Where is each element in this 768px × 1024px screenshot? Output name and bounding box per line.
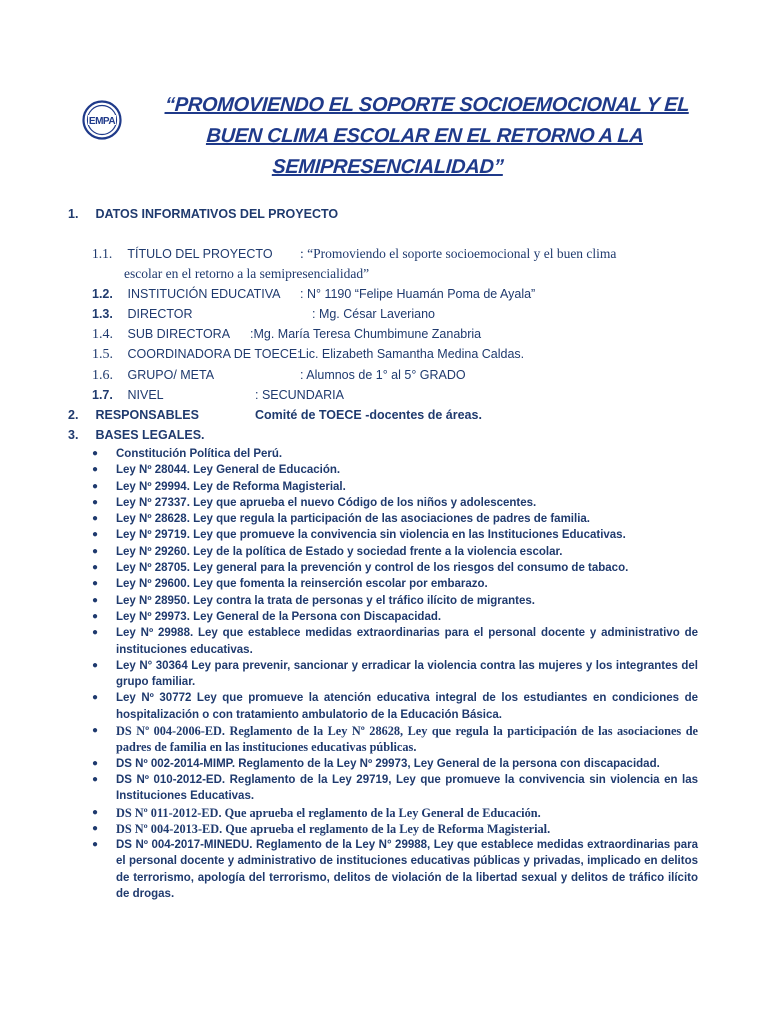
section-2-number: 2.: [68, 408, 79, 422]
bullet-icon: ●: [92, 448, 99, 459]
info-value-continuation: escolar en el retorno a la semipresencialidad”: [124, 266, 370, 281]
legal-basis-item: [92, 544, 698, 560]
legal-basis-item: [92, 479, 698, 495]
legal-basis-text: DS Nº 002-2014-MIMP. Reglamento de la Ley Nº 29973, Ley General de la persona con discapacidad.: [116, 757, 660, 770]
legal-basis-text: DS Nº 004-2013-ED. Que aprueba el reglamento de la Ley de Reforma Magisterial.: [116, 821, 551, 836]
legal-basis-text: DS Nº 011-2012-ED. Que aprueba el reglamento de la Ley General de Educación.: [116, 805, 541, 820]
bullet-icon: ●: [92, 610, 99, 622]
bullet-icon: ●: [92, 839, 99, 851]
legal-basis-text: DS Nº 004-2017-MINEDU. Reglamento de la Ley N° 29988, Ley que establece medidas extraordinarias para el personal docente y administrativo de instituciones educativas públicas y privadas, implicado en delitos de terrorismo, apología del terrorismo, delitos de violación de la libertad sexual y delitos de tráfico ilícito de drogas.: [116, 839, 698, 901]
legal-basis-text: Constitución Política del Perú.: [116, 448, 283, 460]
legal-bases-list: [92, 446, 698, 902]
legal-basis-item: [92, 690, 698, 723]
legal-basis-item: [92, 723, 698, 756]
legal-basis-text: Ley Nº 29988. Ley que establece medidas extraordinarias para el personal docente y administrativo de instituciones educativas.: [116, 627, 698, 656]
section-2-heading: [68, 408, 708, 422]
legal-basis-item: [92, 495, 698, 511]
bullet-icon: ●: [92, 659, 99, 671]
info-label: DIRECTOR: [127, 307, 193, 321]
info-label: SUB DIRECTORA: [127, 327, 231, 341]
title-line-1: “PROMOVIENDO EL SOPORTE SOCIOEMOCIONAL Y EL: [164, 94, 691, 116]
bullet-icon: ●: [92, 627, 99, 639]
info-label: TÍTULO DEL PROYECTO: [127, 247, 273, 261]
legal-basis-item: [92, 609, 698, 625]
legal-basis-item: [92, 576, 698, 592]
section-3-label: BASES LEGALES.: [95, 428, 205, 442]
school-logo-seal: [82, 100, 122, 140]
legal-basis-item: [92, 511, 698, 527]
info-row-1-1-continuation: [124, 266, 744, 282]
legal-basis-text: Ley Nº 29994. Ley de Reforma Magisterial.: [116, 480, 346, 493]
bullet-icon: ●: [92, 692, 99, 704]
info-label: COORDINADORA DE TOECE:: [127, 347, 301, 361]
legal-basis-text: DS Nº 010-2012-ED. Reglamento de la Ley 29719, Ley que promueve la convivencia sin violencia en las Instituciones Educativas.: [116, 773, 698, 803]
info-number: 1.1.: [92, 246, 113, 261]
legal-basis-text: Ley Nº 28705. Ley general para la prevención y control de los riesgos del consumo de tabaco.: [116, 562, 629, 575]
info-value: : Alumnos de 1° al 5° GRADO: [300, 368, 466, 382]
legal-basis-text: Ley Nº 29973. Ley General de la Persona con Discapacidad.: [116, 610, 442, 623]
section-1-number: 1.: [68, 207, 79, 221]
legal-basis-item: [92, 658, 698, 691]
section-2-label: RESPONSABLES: [95, 408, 199, 422]
bullet-icon: ●: [92, 594, 99, 606]
info-number: 1.7.: [92, 388, 113, 402]
legal-basis-text: Ley Nº 29719. Ley que promueve la convivencia sin violencia en las Instituciones Educativas.: [116, 529, 626, 542]
legal-basis-item: [92, 462, 698, 478]
legal-basis-text: Ley Nº 29600. Ley que fomenta la reinserción escolar por embarazo.: [116, 578, 488, 591]
info-number: 1.2.: [92, 287, 113, 301]
bullet-icon: ●: [92, 822, 99, 834]
section-3-number: 3.: [68, 428, 79, 442]
info-value: : “Promoviendo el soporte socioemocional y el buen clima: [300, 246, 617, 261]
bullet-icon: ●: [92, 725, 99, 737]
legal-basis-item: [92, 772, 698, 805]
legal-basis-item: [92, 821, 698, 837]
info-value: Lic. Elizabeth Samantha Medina Caldas.: [299, 347, 525, 361]
info-row-1-7: [92, 388, 712, 402]
section-2-value: Comité de TOECE -docentes de áreas.: [255, 408, 482, 422]
section-1-heading: [68, 207, 338, 221]
legal-basis-item: [92, 625, 698, 658]
info-row-1-3: [92, 307, 712, 321]
title-line-3: SEMIPRESENCIALIDAD”: [271, 156, 505, 178]
info-row-1-6: [92, 368, 712, 384]
bullet-icon: ●: [92, 496, 99, 508]
info-label: GRUPO/ META: [127, 368, 215, 382]
legal-basis-item: [92, 837, 698, 902]
section-1-label: DATOS INFORMATIVOS DEL PROYECTO: [95, 207, 339, 221]
info-number: 1.4.: [92, 327, 113, 342]
legal-basis-text: DS Nº 004-2006-ED. Reglamento de la Ley Nº 28628, Ley que regula la participación de las asociaciones de padres de familia en las instituciones educativas públicas.: [116, 724, 698, 755]
info-row-1-4: [92, 327, 712, 343]
info-row-1-5: [92, 347, 712, 363]
info-value: : N° 1190 “Felipe Huamán Poma de Ayala”: [300, 287, 536, 301]
legal-basis-text: Ley Nº 28628. Ley que regula la participación de las asociaciones de padres de familia.: [116, 513, 590, 526]
legal-basis-item: [92, 560, 698, 576]
info-number: 1.3.: [92, 307, 113, 321]
info-row-1-1: [92, 246, 712, 262]
bullet-icon: ●: [92, 578, 99, 590]
legal-basis-text: Ley Nº 30772 Ley que promueve la atención educativa integral de los estudiantes en condiciones de hospitalización o con tratamiento ambulatorio de la Educación Básica.: [116, 692, 698, 721]
info-value: : Mg. César Laveriano: [312, 307, 435, 321]
school-logo: [82, 100, 122, 140]
legal-basis-item: [92, 805, 698, 821]
info-number: 1.6.: [92, 368, 113, 383]
legal-basis-item: [92, 593, 698, 609]
svg-text:EMPA: EMPA: [88, 116, 116, 127]
legal-basis-item: [92, 527, 698, 543]
section-3-heading: [68, 428, 205, 442]
legal-basis-text: Ley Nº 27337. Ley que aprueba el nuevo Código de los niños y adolescentes.: [116, 496, 537, 509]
info-row-1-2: [92, 287, 712, 301]
bullet-icon: ●: [92, 464, 99, 476]
legal-basis-text: Ley Nº 29260. Ley de la política de Estado y sociedad frente a la violencia escolar.: [116, 545, 563, 558]
bullet-icon: ●: [92, 806, 99, 818]
document-title: [127, 90, 724, 183]
info-value: : SECUNDARIA: [255, 388, 344, 402]
bullet-icon: ●: [92, 513, 99, 525]
legal-basis-text: Ley N° 30364 Ley para prevenir, sancionar y erradicar la violencia contra las mujeres y los integrantes del grupo familiar.: [116, 659, 698, 689]
info-value: :Mg. María Teresa Chumbimune Zanabria: [250, 327, 482, 341]
legal-basis-text: Ley Nº 28044. Ley General de Educación.: [116, 464, 341, 477]
bullet-icon: ●: [92, 562, 99, 574]
info-label: NIVEL: [127, 388, 164, 402]
info-number: 1.5.: [92, 347, 113, 362]
legal-basis-item: [92, 756, 698, 772]
info-label: INSTITUCIÓN EDUCATIVA: [127, 287, 281, 301]
legal-basis-item: [92, 446, 698, 462]
legal-basis-text: Ley Nº 28950. Ley contra la trata de personas y el tráfico ilícito de migrantes.: [116, 594, 535, 607]
bullet-icon: ●: [92, 773, 99, 785]
bullet-icon: ●: [92, 529, 99, 541]
bullet-icon: ●: [92, 545, 99, 557]
title-line-2: BUEN CLIMA ESCOLAR EN EL RETORNO A LA: [205, 125, 645, 147]
bullet-icon: ●: [92, 480, 99, 492]
bullet-icon: ●: [92, 757, 99, 769]
